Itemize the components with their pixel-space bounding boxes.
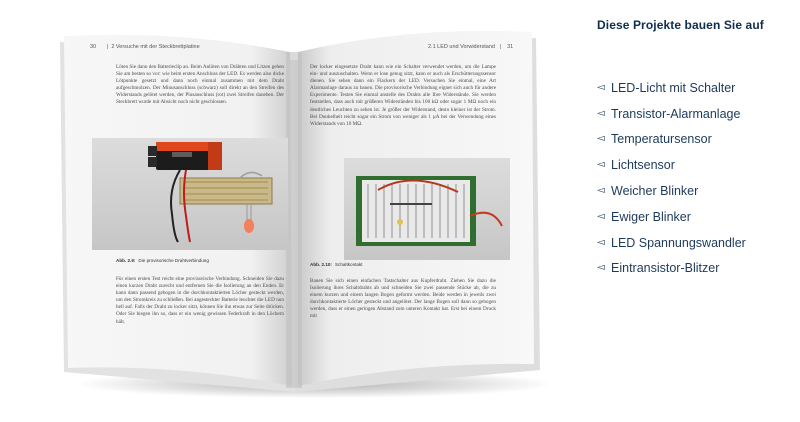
spine-shadow — [286, 52, 302, 388]
list-item — [597, 178, 797, 204]
list-item — [597, 204, 797, 230]
project-label: LED-Licht mit Schalter — [611, 80, 736, 95]
left-page-text-bottom: Für einen ersten Test reicht eine provisorische Verbindung. Schneiden Sie dazu einen kurzen Draht zurecht und entfernen Sie die Isolierung an den Enden. Er kann dann passend gebogen in die durchkontaktierten Löcher gesteckt werden, um den Stromkreis zu schließen. Bei angesteckter Batterie leuchtet die LED nun hell auf. Falls der Draht zu locker sitzt, können Sie ihn etwas zur Seite drücken. Oder Sie biegen ihn so, dass er ein wenig gewissen Federkraft in den Löchern hält. — [116, 276, 284, 325]
projects-heading: Diese Projekte bauen Sie auf — [597, 18, 764, 32]
right-page-caption: Abb. 2.10: Schaltkontakt — [310, 262, 363, 267]
left-page-caption: Abb. 2.9: Die provisorische Drahtverbindung — [116, 258, 209, 263]
left-page-header: 30 | 2 Versuche mit der Steckbrettplatine — [90, 44, 200, 50]
project-label: Ewiger Blinker — [611, 209, 691, 224]
project-list — [597, 75, 797, 281]
book-illustration — [40, 0, 580, 422]
project-label: Temperatursensor — [611, 132, 712, 147]
right-page-header: 2.1 LED und Vorwiderstand | 31 — [428, 44, 514, 50]
right-page-text-bottom: Bauen Sie sich einen einfachen Tastschalter aus Kupferdraht. Ziehen Sie dazu die Isolierung ihres Schaltdrahts ab und schneiden Sie zwei passende Stücke ab, die zu einem kurzen und einem langen Bogen geformt werden. Beide werden in jeweils zwei durchkontaktierte Löcher gesteckt und angelötet. Der lange Bogen soll dann so gebogen werden, dass er einen geringen Abstand zum unteren Kontakt hat. Erst bei einem Druck mit — [310, 278, 496, 320]
projects-panel — [597, 18, 797, 281]
list-item — [597, 230, 797, 256]
triangle-left-icon: ◅ — [597, 185, 605, 197]
triangle-left-icon: ◅ — [597, 133, 605, 145]
list-item — [597, 152, 797, 178]
list-item — [597, 75, 797, 101]
triangle-left-icon: ◅ — [597, 210, 605, 222]
triangle-left-icon: ◅ — [597, 262, 605, 274]
project-label: Lichtsensor — [611, 158, 675, 173]
project-label: Weicher Blinker — [611, 184, 699, 199]
project-label: Transistor-Alarmanlage — [611, 106, 741, 121]
triangle-left-icon: ◅ — [597, 107, 605, 119]
triangle-left-icon: ◅ — [597, 236, 605, 248]
right-page-text-top: Der locker eingesetzte Draht kann wie ein Schalter verwendet werden, um die Lampe ein- und auszuschalten. Wenn er lose genug sitzt, kann er auch als Erschütterungssensor dienen. Sie sehen dann ein Flackern der LED. Versuchen Sie einmal, eine Art Alarmanlage daraus zu bauen. Die provisorische Verbindung eignet sich auch für andere Experimente. Testen Sie einmal anstelle des Drahts alle Ihre Widerstände. Sie werden feststellen, dass auch mit größeren Widerständen bis 100 kΩ oder sogar 1 MΩ noch ein deutliches Leuchten zu sehen ist. Je größer der Widerstand, desto kleiner ist der Strom. Bei Dunkelheit reicht sogar ein Strom von weniger als 1 µA bei der Verwendung eines Widerstands von 10 MΩ. — [310, 64, 496, 127]
left-page-text-top: Löten Sie dann den Batterieclip an. Beim Anlöten von Drähten und Litzen gehen Sie am besten so vor: wie beim ersten Anschluss der LED. Es werden also dicke Lötpunkte gesetzt und dann noch einmal zusammen mit dem Draht aufgeschmolzen. Der Minusanschluss (schwarz) soll direkt an den Streifen des Widerstands gelötet werden, der Plusanschluss (rot) zwei Streifen daneben. Der Steckbrett wurde mit Absicht noch nicht geschlossen. — [116, 64, 284, 106]
triangle-left-icon: ◅ — [597, 159, 605, 171]
list-item — [597, 127, 797, 153]
list-item — [597, 256, 797, 282]
list-item — [597, 101, 797, 127]
project-label: LED Spannungswandler — [611, 235, 746, 250]
triangle-left-icon: ◅ — [597, 81, 605, 93]
project-label: Eintransistor-Blitzer — [611, 261, 720, 276]
battery-photo — [148, 142, 222, 170]
